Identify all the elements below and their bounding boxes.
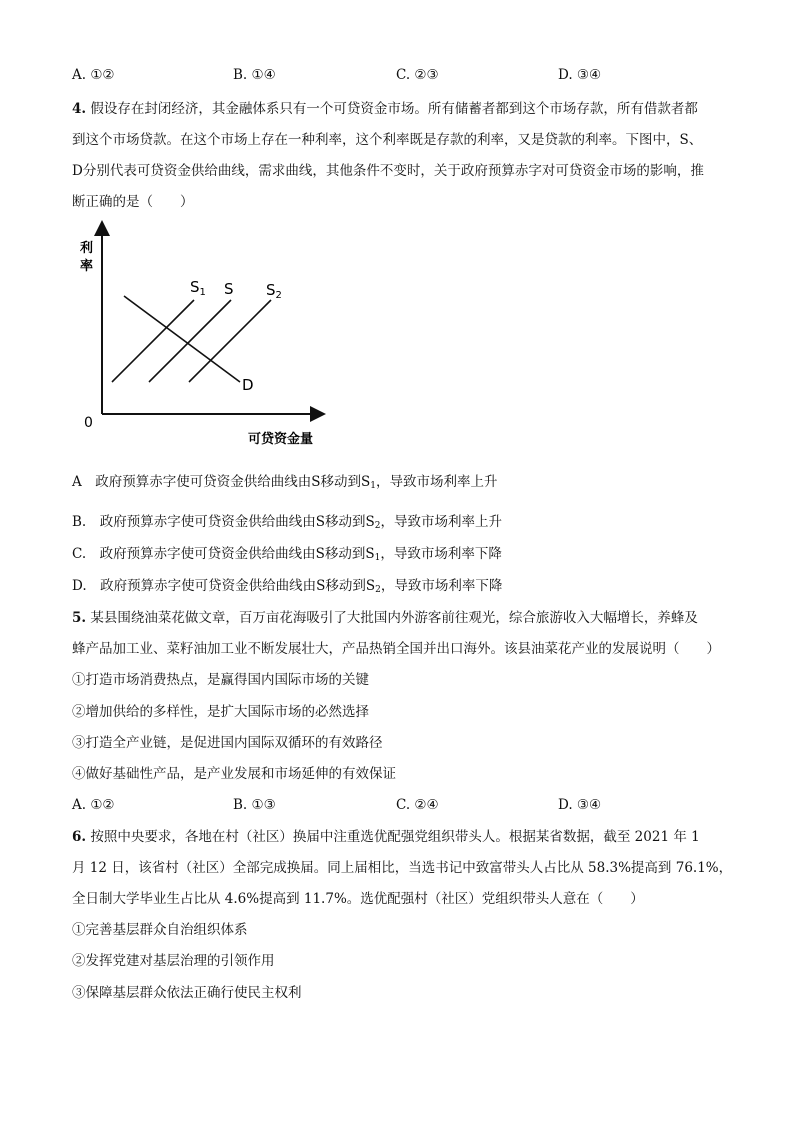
q6-stem-line-1: 6. 按照中央要求，各地在村（社区）换届中注重选优配强党组织带头人。根据某省数据，截至 2021 年 1 bbox=[72, 829, 700, 845]
q5-option-d: D. ③④ bbox=[558, 797, 602, 813]
q5-item-1: ①打造市场消费热点，是赢得国内国际市场的关键 bbox=[72, 672, 369, 688]
q4-option-a: A 政府预算赤字使可贷资金供给曲线由S移动到$S_1$，导致市场利率上升 bbox=[72, 474, 498, 491]
q6-item-1: ①完善基层群众自治组织体系 bbox=[72, 922, 248, 938]
q4-option-c: C. 政府预算赤字使可贷资金供给曲线由S移动到$S_1$，导致市场利率下降 bbox=[72, 546, 502, 563]
q5-option-a: A. ①② bbox=[72, 797, 115, 813]
q3-option-b: B. ①④ bbox=[233, 67, 276, 83]
q5-item-2: ②增加供给的多样性，是扩大国际市场的必然选择 bbox=[72, 704, 369, 720]
q4-option-d: D. 政府预算赤字使可贷资金供给曲线由S移动到$S_2$，导致市场利率下降 bbox=[72, 578, 503, 595]
curve-label-s: S bbox=[224, 280, 234, 298]
q6-item-3: ③保障基层群众依法正确行使民主权利 bbox=[72, 985, 302, 1001]
q3-option-c: C. ②③ bbox=[396, 67, 439, 83]
q4-stem-line-3: D分别代表可贷资金供给曲线，需求曲线，其他条件不变时，关于政府预算赤字对可贷资金市场的影响，推 bbox=[72, 163, 704, 179]
supply-curve-s1 bbox=[112, 300, 194, 382]
origin-label: 0 bbox=[84, 415, 93, 431]
q5-option-b: B. ①③ bbox=[233, 797, 276, 813]
q6-stem-line-3: 全日制大学毕业生占比从 4.6%提高到 11.7%。选优配强村（社区）党组织带头人意在（ ） bbox=[72, 891, 644, 907]
y-axis-label-1: 利 bbox=[80, 241, 94, 256]
q5-number: 5. bbox=[72, 610, 87, 626]
q4-number: 4. bbox=[72, 101, 87, 117]
q6-stem-line-2: 月 12 日，该省村（社区）全部完成换届。同上届相比，当选书记中致富带头人占比从 58.3%提高到 76.1%， bbox=[72, 860, 733, 876]
q3-options bbox=[72, 66, 632, 84]
curve-label-s2: $S_2$ bbox=[266, 281, 282, 301]
q5-options bbox=[72, 796, 632, 814]
q4-option-b: B. 政府预算赤字使可贷资金供给曲线由S移动到$S_2$，导致市场利率上升 bbox=[72, 514, 502, 531]
q5-stem-line-2: 蜂产品加工业、菜籽油加工业不断发展壮大，产品热销全国并出口海外。该县油菜花产业的发展说明（ ） bbox=[72, 641, 720, 657]
y-axis-label-2: 率 bbox=[80, 259, 94, 274]
q6-number: 6. bbox=[72, 829, 87, 845]
supply-curve-s2 bbox=[189, 300, 271, 382]
q4-stem-line-4: 断正确的是（ ） bbox=[72, 194, 194, 210]
loanable-funds-diagram bbox=[72, 222, 332, 454]
q3-option-d: D. ③④ bbox=[558, 67, 602, 83]
q5-item-4: ④做好基础性产品，是产业发展和市场延伸的有效保证 bbox=[72, 766, 396, 782]
q4-stem-line-2: 到这个市场贷款。在这个市场上存在一种利率，这个利率既是存款的利率，又是贷款的利率。下图中，S、 bbox=[72, 132, 703, 148]
curve-label-d: D bbox=[242, 376, 254, 394]
x-axis-label: 可贷资金量 bbox=[248, 432, 314, 447]
diagram-svg bbox=[72, 222, 332, 454]
q3-option-a: A. ①② bbox=[72, 67, 115, 83]
q5-stem-line-1: 5. 某县围绕油菜花做文章，百万亩花海吸引了大批国内外游客前往观光，综合旅游收入大幅增长，养蜂及 bbox=[72, 610, 698, 626]
curve-label-s1: $S_1$ bbox=[190, 278, 206, 298]
q6-item-2: ②发挥党建对基层治理的引领作用 bbox=[72, 953, 275, 969]
supply-curve-s bbox=[149, 300, 231, 382]
q5-option-c: C. ②④ bbox=[396, 797, 439, 813]
q4-stem-line-1: 4. 假设存在封闭经济，其金融体系只有一个可贷资金市场。所有储蓄者都到这个市场存款，所有借款者都 bbox=[72, 101, 698, 117]
q5-item-3: ③打造全产业链，是促进国内国际双循环的有效路径 bbox=[72, 735, 383, 751]
